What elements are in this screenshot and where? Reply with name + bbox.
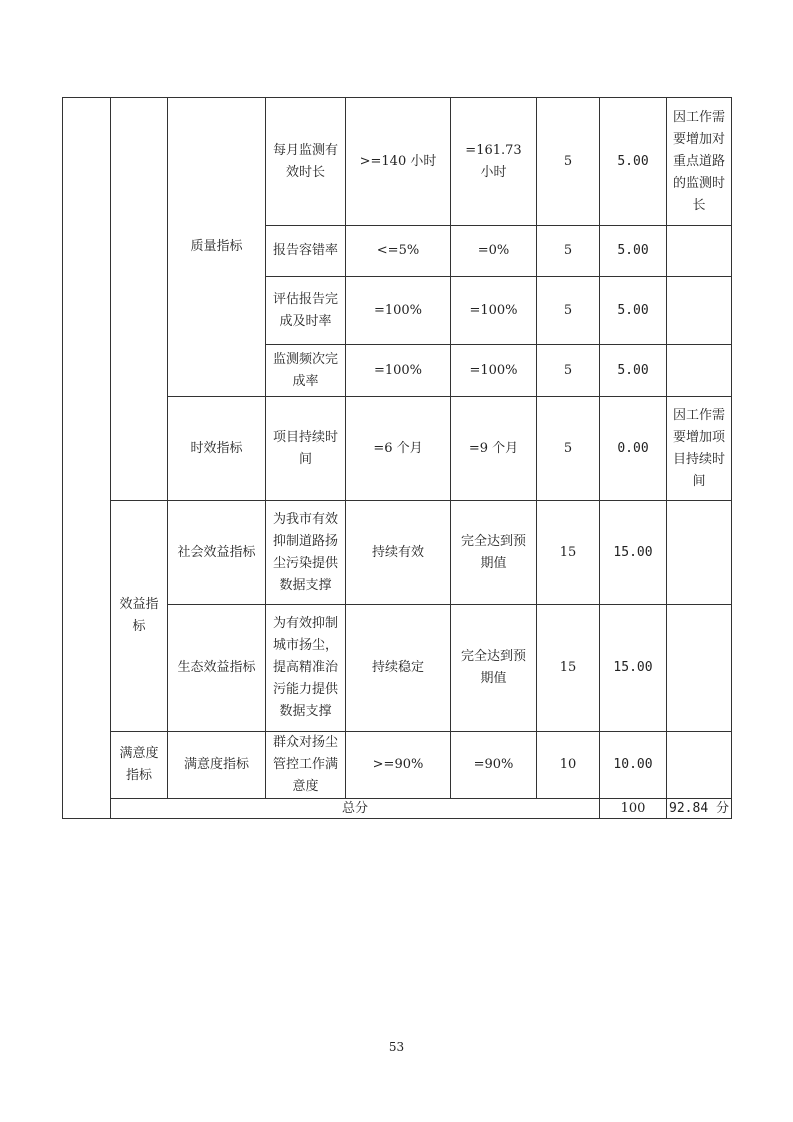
category-benefit: 效益指标 [111,501,168,732]
indicator-name: 每月监测有效时长 [266,98,346,226]
total-weight: 100 [600,799,667,819]
score-value: 5.00 [600,226,667,277]
note-text [667,345,732,397]
level2-output-cell [111,98,168,501]
target-value: 持续有效 [346,501,451,605]
indicator-name: 报告容错率 [266,226,346,277]
category-social-benefit: 社会效益指标 [168,501,266,605]
note-text: 因工作需要增加对重点道路的监测时长 [667,98,732,226]
weight-value: 5 [537,397,600,501]
weight-value: 15 [537,605,600,732]
weight-value: 5 [537,226,600,277]
category-satisfaction: 满意度指标 [111,732,168,799]
table-row [63,732,732,799]
page-number: 53 [388,1040,405,1054]
indicator-name: 监测频次完成率 [266,345,346,397]
target-value: 持续稳定 [346,605,451,732]
target-value: =100% [346,345,451,397]
total-row [63,799,732,819]
total-label: 总分 [111,799,600,819]
indicator-name: 项目持续时间 [266,397,346,501]
note-text [667,501,732,605]
category-eco-benefit: 生态效益指标 [168,605,266,732]
actual-value: =90% [451,732,537,799]
note-text [667,226,732,277]
target-value: <=5% [346,226,451,277]
actual-value: =0% [451,226,537,277]
category-quality: 质量指标 [168,98,266,397]
actual-value: 完全达到预期值 [451,605,537,732]
actual-value: =161.73 小时 [451,98,537,226]
indicator-name: 评估报告完成及时率 [266,277,346,345]
actual-value: 完全达到预期值 [451,501,537,605]
score-value: 0.00 [600,397,667,501]
target-value: =6 个月 [346,397,451,501]
note-text [667,277,732,345]
table-row [63,501,732,605]
weight-value: 5 [537,98,600,226]
level1-cell [63,98,111,819]
note-text [667,732,732,799]
indicator-name: 群众对扬尘管控工作满意度 [266,732,346,799]
actual-value: =9 个月 [451,397,537,501]
weight-value: 5 [537,277,600,345]
weight-value: 15 [537,501,600,605]
score-value: 5.00 [600,345,667,397]
weight-value: 5 [537,345,600,397]
target-value: =100% [346,277,451,345]
total-score: 92.84 分 [667,799,732,819]
target-value: >=140 小时 [346,98,451,226]
score-value: 10.00 [600,732,667,799]
score-value: 5.00 [600,98,667,226]
actual-value: =100% [451,277,537,345]
indicator-name: 为有效抑制城市扬尘，提高精准治污能力提供数据支撑 [266,605,346,732]
performance-indicator-table [62,97,732,819]
note-text [667,605,732,732]
note-text: 因工作需要增加项目持续时间 [667,397,732,501]
score-value: 5.00 [600,277,667,345]
score-value: 15.00 [600,501,667,605]
score-value: 15.00 [600,605,667,732]
category-timeliness: 时效指标 [168,397,266,501]
actual-value: =100% [451,345,537,397]
weight-value: 10 [537,732,600,799]
target-value: >=90% [346,732,451,799]
category-satisfaction-sub: 满意度指标 [168,732,266,799]
table-row [63,98,732,226]
indicator-name: 为我市有效抑制道路扬尘污染提供数据支撑 [266,501,346,605]
